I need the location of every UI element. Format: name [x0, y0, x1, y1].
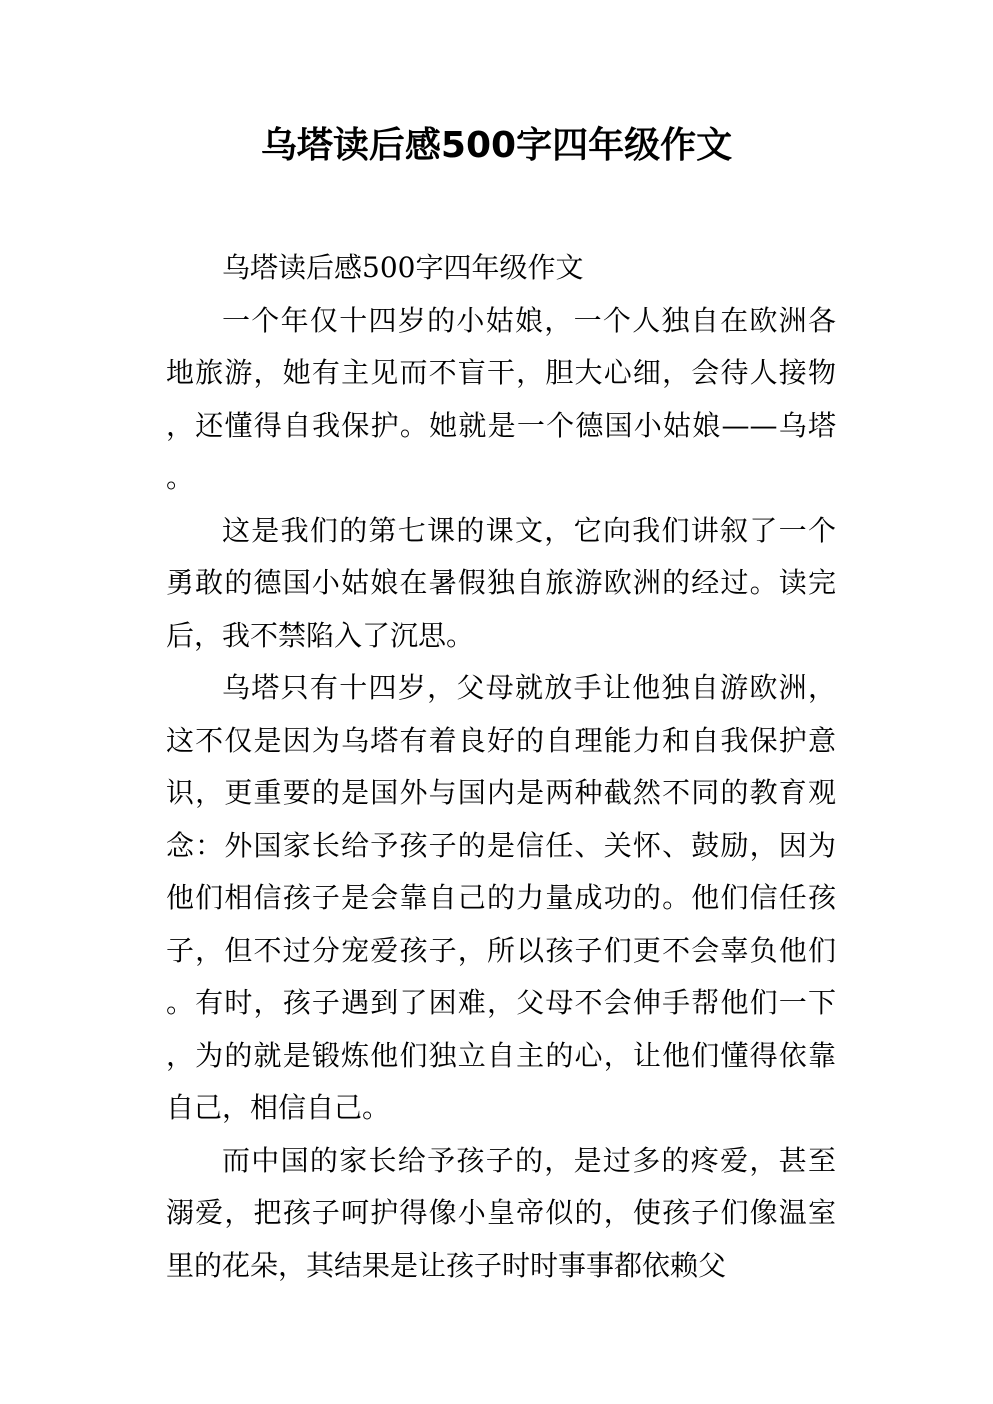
paragraph-1: 乌塔读后感500字四年级作文 — [222, 251, 584, 284]
paragraph-5: 而中国的家长给予孩子的，是过多的疼爱，甚至溺爱，把孩子呵护得像小皇帝似的，使孩子们像温室里的花朵，其结果是让孩子时时事事都依赖父 — [166, 1143, 836, 1282]
paragraph-2: 一个年仅十四岁的小姑娘，一个人独自在欧洲各地旅游，她有主见而不盲干，胆大心细，会待人接物，还懂得自我保护。她就是一个德国小姑娘——乌塔。 — [166, 303, 836, 494]
document-title: 乌塔读后感500字四年级作文 — [260, 125, 733, 166]
paragraph-3: 这是我们的第七课的课文，它向我们讲叙了一个勇敢的德国小姑娘在暑假独自旅游欧洲的经过。读完后，我不禁陷入了沉思。 — [166, 513, 836, 652]
document-body — [166, 242, 836, 1292]
paragraph-4: 乌塔只有十四岁，父母就放手让他独自游欧洲，这不仅是因为乌塔有着良好的自理能力和自我保护意识，更重要的是国外与国内是两种截然不同的教育观念：外国家长给予孩子的是信任、关怀、鼓励，因为他们相信孩子是会靠自己的力量成功的。他们信任孩子，但不过分宠爱孩子，所以孩子们更不会辜负他们。有时，孩子遇到了困难，父母不会伸手帮他们一下，为的就是锻炼他们独立自主的心，让他们懂得依靠自己，相信自己。 — [166, 671, 836, 1124]
